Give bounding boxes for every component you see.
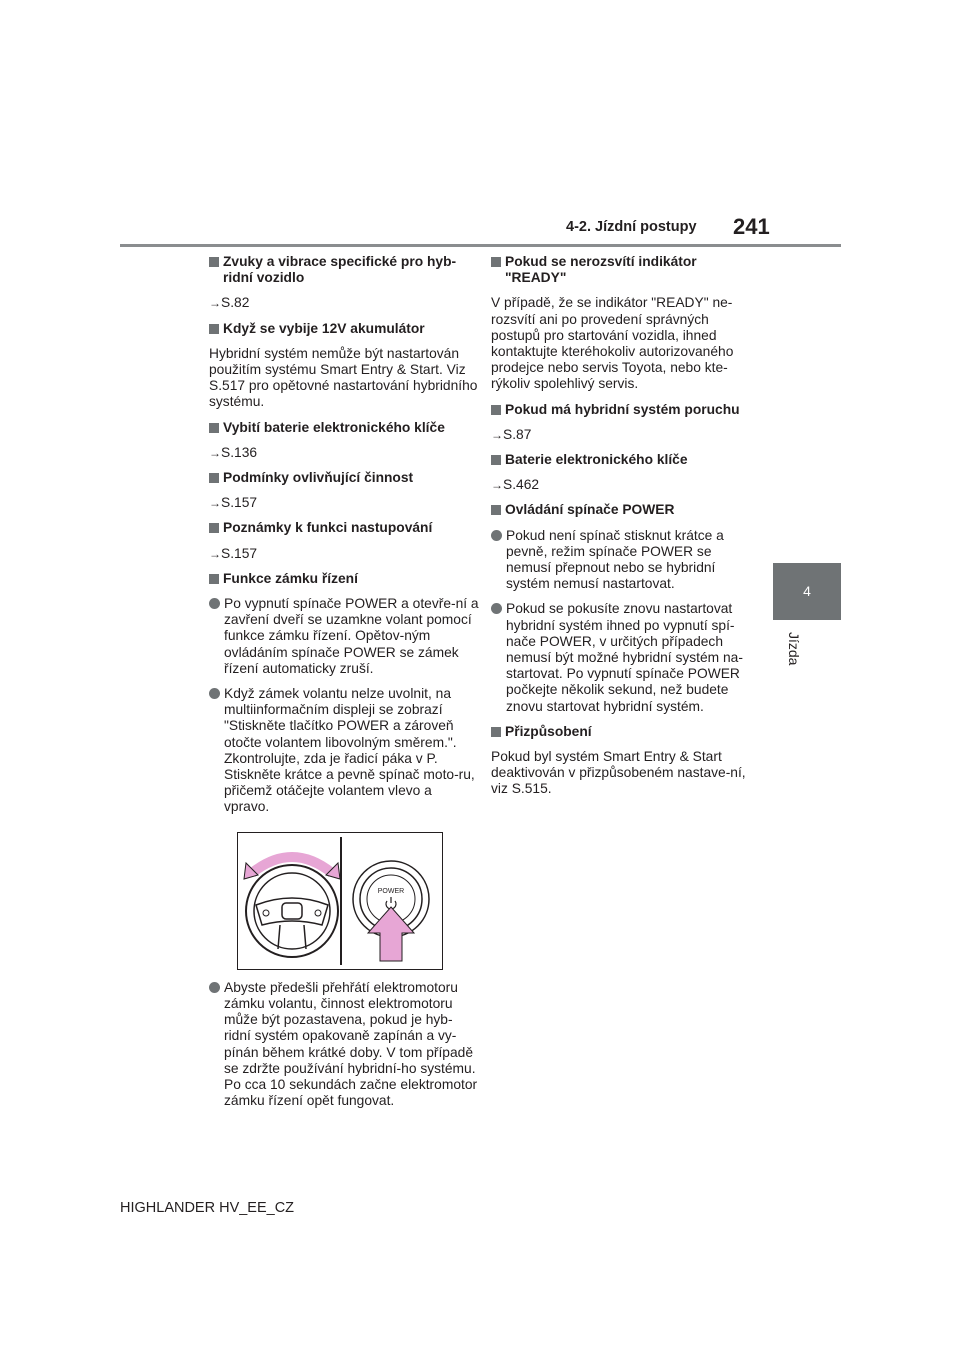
round-bullet-icon	[209, 598, 220, 609]
right-arrow-icon: →	[209, 496, 221, 511]
round-bullet-icon	[209, 688, 220, 699]
bullet-item	[209, 596, 479, 677]
heading-text: Přizpůsobení	[505, 723, 592, 739]
chapter-label	[782, 632, 806, 692]
square-bullet-icon	[491, 505, 501, 515]
steering-wheel-icon	[246, 865, 338, 957]
page-reference	[491, 477, 751, 493]
page-number: 241	[733, 214, 770, 239]
bullet-item	[209, 686, 479, 816]
bullet-text: Pokud není spínač stisknut krátce a pevně, režim spínače POWER se nemusí přepnout nebo se hybridní systém nemusí nastartovat.	[506, 527, 724, 592]
heading-text: Podmínky ovlivňující činnost	[223, 470, 414, 486]
chapter-name: Jízda	[786, 632, 802, 666]
section-title: 4-2. Jízdní postupy	[566, 219, 697, 235]
paragraph	[209, 346, 479, 411]
steering-lock-figure	[237, 832, 443, 970]
reference-text: S.157	[221, 495, 258, 511]
reference-text: S.462	[503, 477, 540, 493]
section-heading	[491, 402, 751, 418]
right-arrow-icon: →	[491, 427, 503, 442]
footer-model: HIGHLANDER HV_EE_CZ	[120, 1200, 295, 1216]
right-column	[491, 254, 751, 807]
heading-text: Baterie elektronického klíče	[505, 452, 688, 468]
reference-text: S.157	[221, 545, 258, 561]
square-bullet-icon	[209, 523, 219, 533]
heading-text: Zvuky a vibrace specifické pro hyb-ridní vozidlo	[223, 254, 457, 286]
paragraph-text: Hybridní systém nemůže být nastartován použitím systému Smart Entry & Start. Viz S.517 pro opětovné nastartování hybridního systému.	[209, 345, 478, 410]
page-reference	[209, 295, 479, 311]
reference-text: S.82	[221, 295, 250, 311]
section-heading	[209, 420, 479, 436]
right-arrow-icon: →	[491, 478, 503, 493]
reference-text: S.136	[221, 444, 258, 460]
square-bullet-icon	[491, 455, 501, 465]
square-bullet-icon	[209, 574, 219, 584]
paragraph-text: Pokud byl systém Smart Entry & Start deaktivován v přizpůsobeném nastave-ní, viz S.515.	[491, 749, 746, 797]
square-bullet-icon	[209, 423, 219, 433]
square-bullet-icon	[209, 473, 219, 483]
section-heading	[491, 254, 751, 286]
square-bullet-icon	[491, 405, 501, 415]
page-reference	[209, 445, 479, 461]
paragraph-text: V případě, že se indikátor "READY" ne-rozsvítí ani po provedení správných postupů pro startování vozidla, ihned kontaktujte kteréhokoliv autorizovaného prodejce nebo servis Toyota, nebo kte-rýkoliv spolehlivý servis.	[491, 295, 734, 392]
paragraph	[491, 295, 751, 392]
section-heading	[491, 724, 751, 740]
heading-text: Když se vybije 12V akumulátor	[223, 320, 425, 336]
power-label: POWER	[377, 887, 405, 895]
square-bullet-icon	[491, 727, 501, 737]
section-heading	[491, 502, 751, 518]
right-arrow-icon: →	[209, 296, 221, 311]
bullet-text: Po vypnutí spínače POWER a otevře-ní a zavření dveří se uzamkne volant pomocí funkce zámku řízení. Opětov-ným ovládáním spínače POWER se zámek řízení automaticky zruší.	[224, 596, 479, 676]
bullet-text: Pokud se pokusíte znovu nastartovat hybridní systém ihned po vypnutí spí-nače POWER, v určitých případech nemusí být možné hybridní systém na-startovat. Po vypnutí spínače POWER počkejte několik sekund, než budete znovu startovat hybridní systém.	[506, 601, 743, 714]
bullet-item	[491, 601, 751, 714]
section-heading	[491, 452, 751, 468]
left-column	[209, 254, 479, 1118]
steering-and-power-illustration	[238, 833, 442, 969]
paragraph	[491, 749, 751, 798]
round-bullet-icon	[491, 603, 502, 614]
section-heading	[209, 470, 479, 486]
right-arrow-icon: →	[209, 546, 221, 561]
heading-text: Poznámky k funkci nastupování	[223, 520, 433, 536]
bullet-text: Když zámek volantu nelze uvolnit, na multiinformačním displeji se zobrazí "Stiskněte tlačítko POWER a zároveň otočte volantem libovolným směrem.". Zkontrolujte, zda je řadicí páka v P. Stiskněte krátce a pevně spínač moto-ru, přičemž otáčejte volantem vlevo a vpravo.	[224, 686, 475, 815]
square-bullet-icon	[209, 257, 219, 267]
square-bullet-icon	[491, 257, 501, 267]
bullet-item	[491, 528, 751, 593]
reference-text: S.87	[503, 426, 532, 442]
page-reference	[209, 546, 479, 562]
page-reference	[491, 427, 751, 443]
round-bullet-icon	[491, 530, 502, 541]
round-bullet-icon	[209, 982, 220, 993]
bullet-text: Abyste předešli přehřátí elektromotoru zámku volantu, činnost elektromotoru může být pozastavena, pokud je hyb-ridní systém opakovaně zapínán a vy-pínán během krátké doby. V tom případě se zdržte používání hybridní-ho systému. Po cca 10 sekundách začne elektromotor zámku řízení opět fungovat.	[224, 979, 478, 1109]
header-divider	[120, 244, 841, 247]
page-reference	[209, 495, 479, 511]
section-heading	[209, 321, 479, 337]
heading-text: Funkce zámku řízení	[223, 570, 358, 586]
heading-text: Pokud se nerozsvítí indikátor "READY"	[505, 254, 697, 286]
section-heading	[209, 254, 479, 286]
heading-text: Ovládání spínače POWER	[505, 502, 675, 518]
heading-text: Pokud má hybridní systém poruchu	[505, 401, 740, 417]
section-heading	[209, 520, 479, 536]
heading-text: Vybití baterie elektronického klíče	[223, 419, 445, 435]
chapter-tab: 4	[773, 563, 841, 620]
section-heading	[209, 571, 479, 587]
right-arrow-icon: →	[209, 445, 221, 460]
bullet-item	[209, 980, 479, 1110]
square-bullet-icon	[209, 324, 219, 334]
